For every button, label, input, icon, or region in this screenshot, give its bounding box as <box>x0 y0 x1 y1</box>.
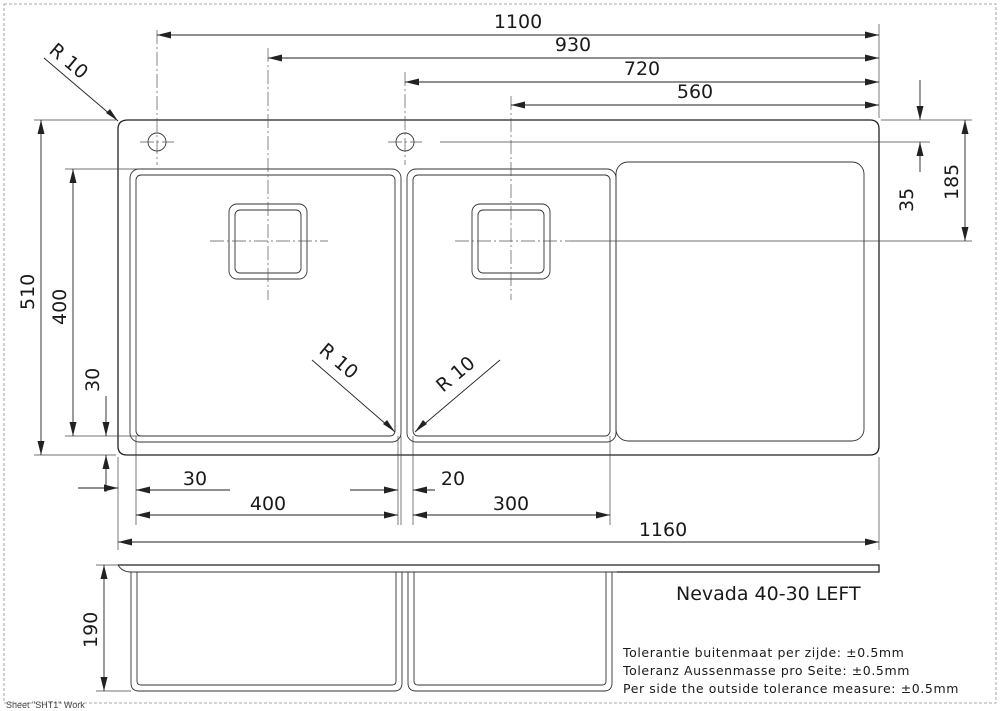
tolerance-note-en: Per side the outside tolerance measure: ±0.5mm <box>623 681 959 696</box>
dim-radius-top <box>44 39 118 121</box>
product-title: Nevada 40-30 LEFT <box>676 583 861 605</box>
dim-label-1100: 1100 <box>493 11 543 33</box>
dim-label-20-bottom: 20 <box>440 468 466 490</box>
dim-30-left <box>78 368 118 492</box>
dim-1160 <box>118 519 879 546</box>
dim-label-930: 930 <box>554 34 592 56</box>
dim-label-30-bottom: 30 <box>182 468 208 490</box>
dim-1100 <box>157 11 879 39</box>
dim-720 <box>405 58 879 86</box>
dim-label-radius-right-bowl: R 10 <box>432 352 480 397</box>
dim-300-bottom <box>413 493 610 519</box>
dim-400-left <box>49 169 77 436</box>
dim-20-bottom <box>413 468 465 494</box>
tolerance-note-de: Toleranz Aussenmasse pro Seite: ±0.5mm <box>623 663 911 678</box>
dim-label-radius-left-bowl: R 10 <box>314 338 363 384</box>
dim-400-bottom <box>136 493 398 519</box>
dim-label-185: 185 <box>941 163 963 200</box>
left-bowl <box>130 169 401 442</box>
dim-30-bottom <box>136 468 398 494</box>
dim-190 <box>80 565 131 691</box>
dim-label-30-left: 30 <box>82 367 104 392</box>
dim-label-400-bottom: 400 <box>249 493 287 515</box>
dim-label-720: 720 <box>623 58 661 80</box>
drainer-area <box>616 162 864 441</box>
dim-label-300-bottom: 300 <box>492 493 530 515</box>
sheet-label: Sheet "SHT1" Work <box>6 700 85 710</box>
dim-label-510: 510 <box>17 273 39 310</box>
top-view <box>34 24 972 550</box>
dim-560 <box>511 81 879 109</box>
dim-930 <box>268 34 879 62</box>
dim-label-190: 190 <box>80 611 102 648</box>
dim-label-radius-top: R 10 <box>44 38 93 84</box>
dim-185 <box>941 120 969 241</box>
sink-plate-outline <box>118 120 879 455</box>
dim-label-35: 35 <box>896 187 918 212</box>
tolerance-note-nl: Tolerantie buitenmaat per zijde: ±0.5mm <box>623 645 905 660</box>
dim-510 <box>17 120 45 455</box>
dim-label-560: 560 <box>676 81 714 103</box>
right-bowl <box>407 169 616 442</box>
dim-radius-right-bowl <box>415 352 500 432</box>
dim-label-400-left: 400 <box>49 288 71 325</box>
dim-radius-left-bowl <box>312 339 395 432</box>
dim-label-1160: 1160 <box>638 519 688 541</box>
dim-35 <box>896 80 924 212</box>
